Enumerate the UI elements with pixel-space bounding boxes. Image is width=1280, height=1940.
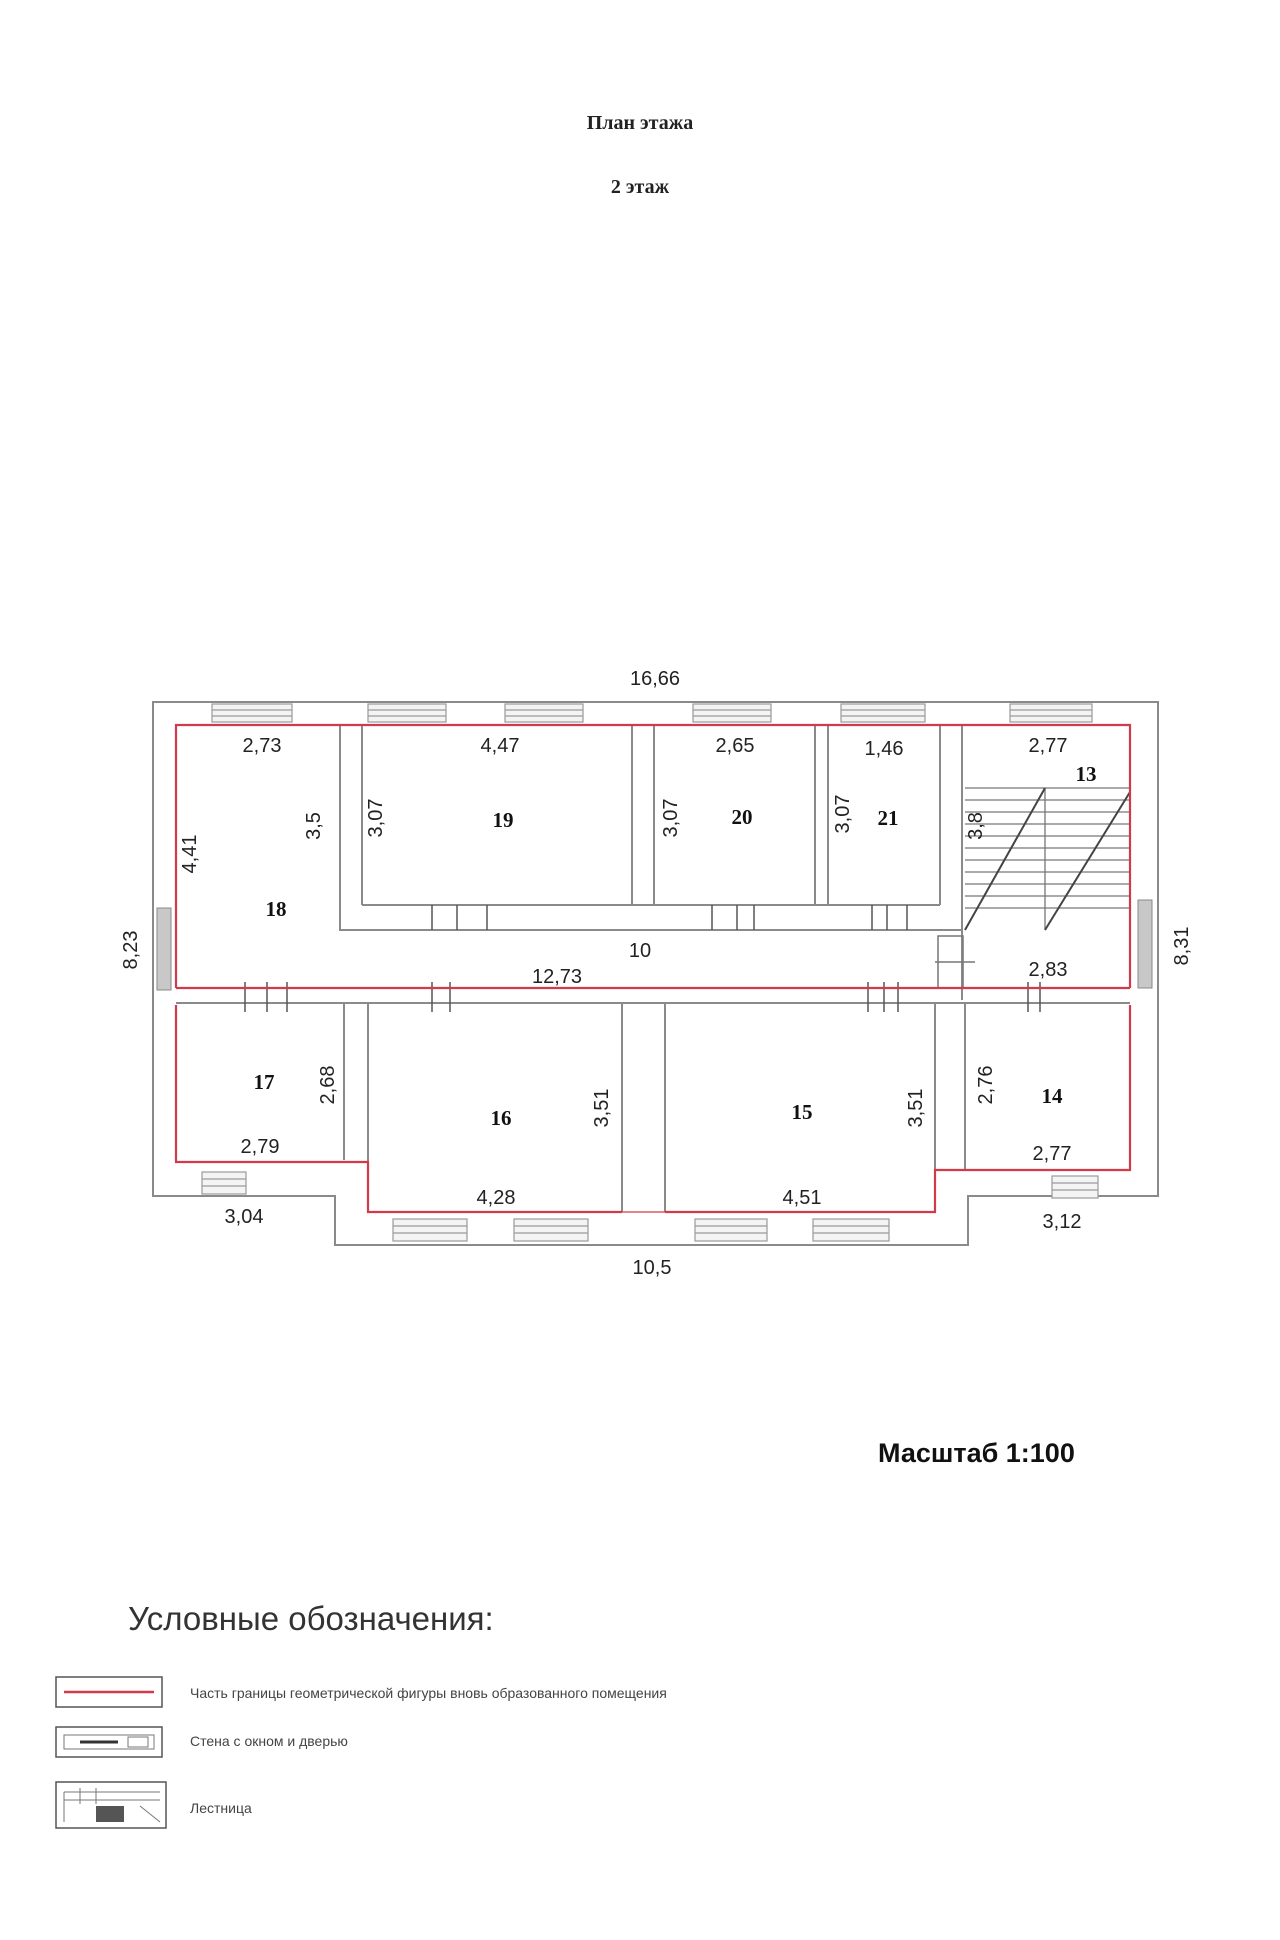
room-21-height: 3,07 <box>832 794 854 834</box>
legend-label-boundary: Часть границы геометрической фигуры вновь образованного помещения <box>190 1685 667 1701</box>
room-number-14: 14 <box>1041 1084 1063 1108</box>
room-number-19: 19 <box>492 808 514 832</box>
legend-stairs-symbol <box>56 1782 166 1828</box>
dim-overall-width: 16,66 <box>629 668 681 690</box>
windows-side <box>157 900 1152 990</box>
room-18-width: 2,73 <box>242 735 282 757</box>
legend-wall-symbol <box>56 1727 162 1757</box>
windows-bottom <box>202 1172 1098 1241</box>
room-19-width: 4,47 <box>480 735 520 757</box>
room-15-height: 3,51 <box>905 1088 927 1128</box>
dim-left-height: 8,23 <box>120 930 142 970</box>
room-number-15: 15 <box>791 1100 813 1124</box>
room-17-height: 2,68 <box>317 1065 339 1105</box>
room-17-width: 2,79 <box>240 1136 280 1158</box>
interior-walls <box>176 725 1130 1212</box>
room-number-18: 18 <box>265 897 287 921</box>
dim-right-height: 8,31 <box>1171 926 1193 966</box>
room-number-17: 17 <box>253 1070 275 1094</box>
shaft <box>935 936 975 988</box>
room-number-13: 13 <box>1075 762 1097 786</box>
room-13-landing: 2,83 <box>1028 959 1068 981</box>
dim-bottom-width: 10,5 <box>632 1257 672 1279</box>
scale-label: Масштаб 1:100 <box>878 1438 1075 1468</box>
room-19-height: 3,07 <box>365 798 387 838</box>
room-number-16: 16 <box>490 1106 512 1130</box>
dim-corridor-upper: 10 <box>628 940 652 962</box>
dim-step-left: 3,04 <box>224 1206 264 1228</box>
room-16-width: 4,28 <box>476 1187 516 1209</box>
legend-title: Условные обозначения: <box>128 1600 494 1637</box>
room-18-nook: 3,5 <box>303 812 325 840</box>
room-13-height: 3,8 <box>965 812 987 840</box>
room-13-width: 2,77 <box>1028 735 1068 757</box>
windows-top <box>212 704 1092 722</box>
room-number-21: 21 <box>877 806 899 830</box>
plan-title: План этажа <box>586 112 694 134</box>
room-number-20: 20 <box>731 805 753 829</box>
room-14-width: 2,77 <box>1032 1143 1072 1165</box>
legend-boundary-symbol <box>56 1677 162 1707</box>
legend-label-wall: Стена с окном и дверью <box>190 1733 348 1749</box>
room-20-height: 3,07 <box>660 798 682 838</box>
dim-step-right: 3,12 <box>1042 1211 1082 1233</box>
room-16-height: 3,51 <box>591 1088 613 1128</box>
room-15-width: 4,51 <box>782 1187 822 1209</box>
floor-title: 2 этаж <box>610 176 670 198</box>
room-21-width: 1,46 <box>864 738 904 760</box>
staircase <box>965 788 1130 930</box>
room-20-width: 2,65 <box>715 735 755 757</box>
outer-wall <box>153 702 1158 1245</box>
dim-corridor-lower: 12,73 <box>531 966 583 988</box>
room-14-height: 2,76 <box>975 1065 997 1105</box>
room-18-height: 4,41 <box>179 834 201 874</box>
legend-label-stairs: Лестница <box>190 1800 252 1816</box>
